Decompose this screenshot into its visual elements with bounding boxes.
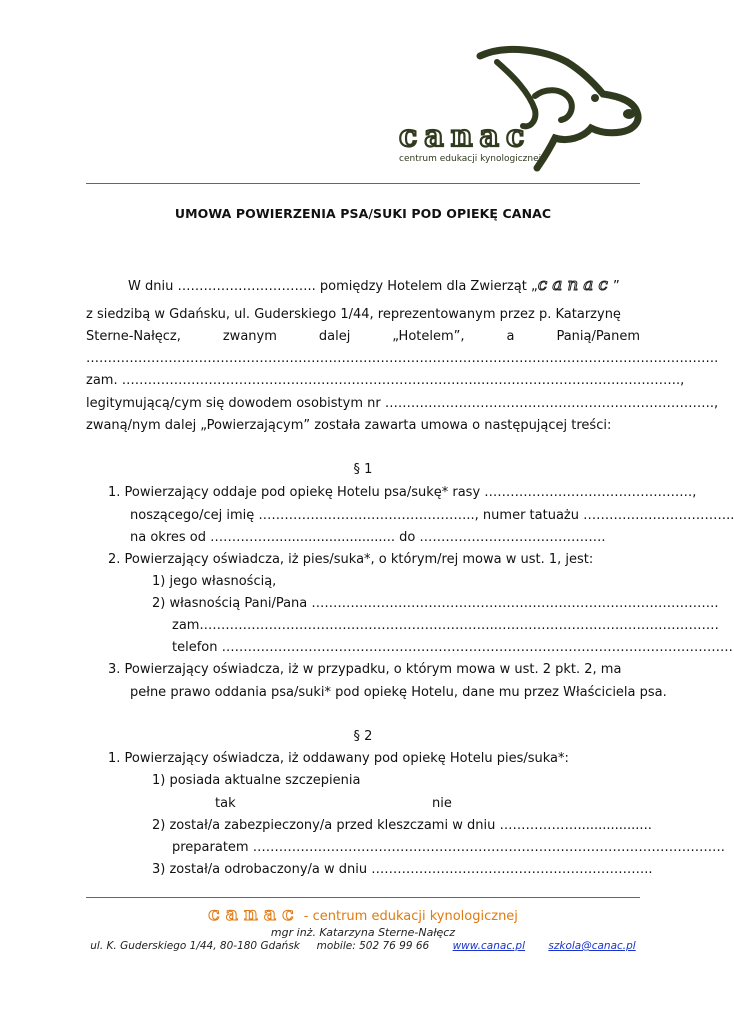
s2-point-1-sub-2: 2) został/a zabezpieczony/a przed kleszczami w dniu ……………….................. bbox=[152, 818, 652, 833]
footer-brand-text: canac bbox=[208, 903, 300, 925]
section-2-heading: § 2 bbox=[353, 729, 373, 744]
s2-point-1-sub-3: 3) został/a odrobaczony/a w dniu ……………………………………………………….. bbox=[152, 862, 653, 877]
intro-word: dalej bbox=[318, 329, 351, 344]
s2-point-1-sub-1: 1) posiada aktualne szczepienia bbox=[152, 773, 361, 788]
dog-head-logo-icon bbox=[395, 48, 645, 170]
s1-point-2: 2. Powierzający oświadcza, iż pies/suka*, o którym/rej mowa w ust. 1, jest: bbox=[108, 552, 594, 567]
footer-web-link[interactable]: www.canac.pl bbox=[452, 940, 526, 952]
footer-mobile: mobile: 502 76 99 66 bbox=[316, 940, 430, 952]
option-nie: nie bbox=[432, 796, 452, 811]
footer-contact-line bbox=[86, 940, 640, 952]
intro-line-6: legitymującą/cym się dowodem osobistym nr …………………………………………………………………., bbox=[86, 396, 719, 411]
intro-word: Panią/Panem bbox=[556, 329, 640, 344]
s1-point-1-line-2: noszącego/cej imię ………………………………………….., numer tatuażu …………………………….. bbox=[130, 508, 734, 523]
intro-date-text: W dniu ………………………….. pomiędzy Hotelem dla Zwierząt „ bbox=[128, 279, 538, 294]
logo-tagline: centrum edukacji kynologicznej bbox=[399, 154, 542, 164]
intro-line-2: z siedzibą w Gdańsku, ul. Guderskiego 1/44, reprezentowanym przez p. Katarzynę bbox=[86, 307, 621, 322]
document-title: UMOWA POWIERZENIA PSA/SUKI POD OPIEKĘ CANAC bbox=[174, 206, 552, 221]
s1-point-2-address: zam.…………………………………………………………..…………………………………………… bbox=[172, 618, 719, 633]
intro-line-4: ……………………………………….………………………………………………………………………………………. bbox=[86, 351, 719, 366]
s1-point-2-sub-1: 1) jego własnością, bbox=[152, 574, 277, 589]
footer-brand-line bbox=[86, 903, 640, 925]
intro-word: „Hotelem”, bbox=[392, 329, 465, 344]
footer-address: ul. K. Guderskiego 1/44, 80-180 Gdańsk bbox=[90, 940, 300, 952]
s2-point-1-preparat: preparatem ………………………………………………………………………………………………. bbox=[172, 840, 725, 855]
footer-email-link[interactable]: szkola@canac.pl bbox=[548, 940, 636, 952]
s1-point-1-line-1: 1. Powierzający oddaje pod opiekę Hotelu psa/sukę* rasy …………………………………………, bbox=[108, 485, 697, 500]
option-tak: tak bbox=[215, 796, 236, 811]
top-divider bbox=[86, 183, 640, 184]
intro-quote-close: ” bbox=[612, 279, 620, 294]
intro-word: Sterne-Nałęcz, bbox=[86, 329, 181, 344]
section-1-heading: § 1 bbox=[353, 462, 373, 477]
s1-point-3-line-1: 3. Powierzający oświadcza, iż w przypadku, o którym mowa w ust. 2 pkt. 2, ma bbox=[108, 662, 622, 677]
s1-point-2-phone: telefon ………………………………………………………………………………………………………. bbox=[172, 640, 733, 655]
intro-line-5: zam. ………………………………………………………………………..………………………………………., bbox=[86, 373, 685, 388]
s1-point-1-line-3: na okres od ……………............................. do ……………………………………. bbox=[130, 530, 606, 545]
footer-tagline: - centrum edukacji kynologicznej bbox=[299, 909, 518, 924]
s1-point-3-line-2: pełne prawo oddania psa/suki* pod opiekę Hotelu, dane mu przez Właściciela psa. bbox=[130, 685, 667, 700]
logo-brand-text: canac bbox=[399, 119, 532, 154]
bottom-divider bbox=[86, 897, 640, 898]
s2-point-1: 1. Powierzający oświadcza, iż oddawany pod opiekę Hotelu pies/suka*: bbox=[108, 751, 569, 766]
intro-line-1 bbox=[128, 276, 620, 296]
intro-line-7: zwaną/nym dalej „Powierzającym” została zawarta umowa o następującej treści: bbox=[86, 418, 612, 433]
intro-word: a bbox=[506, 329, 515, 344]
intro-line-3 bbox=[86, 328, 640, 346]
inline-brand-text: canac bbox=[537, 275, 613, 295]
footer-name: mgr inż. Katarzyna Sterne-Nałęcz bbox=[270, 926, 456, 939]
intro-word: zwanym bbox=[222, 329, 277, 344]
s1-point-2-sub-2: 2) własnością Pani/Pana …………………………………………………………………………………. bbox=[152, 596, 719, 611]
canac-logo bbox=[395, 48, 645, 170]
